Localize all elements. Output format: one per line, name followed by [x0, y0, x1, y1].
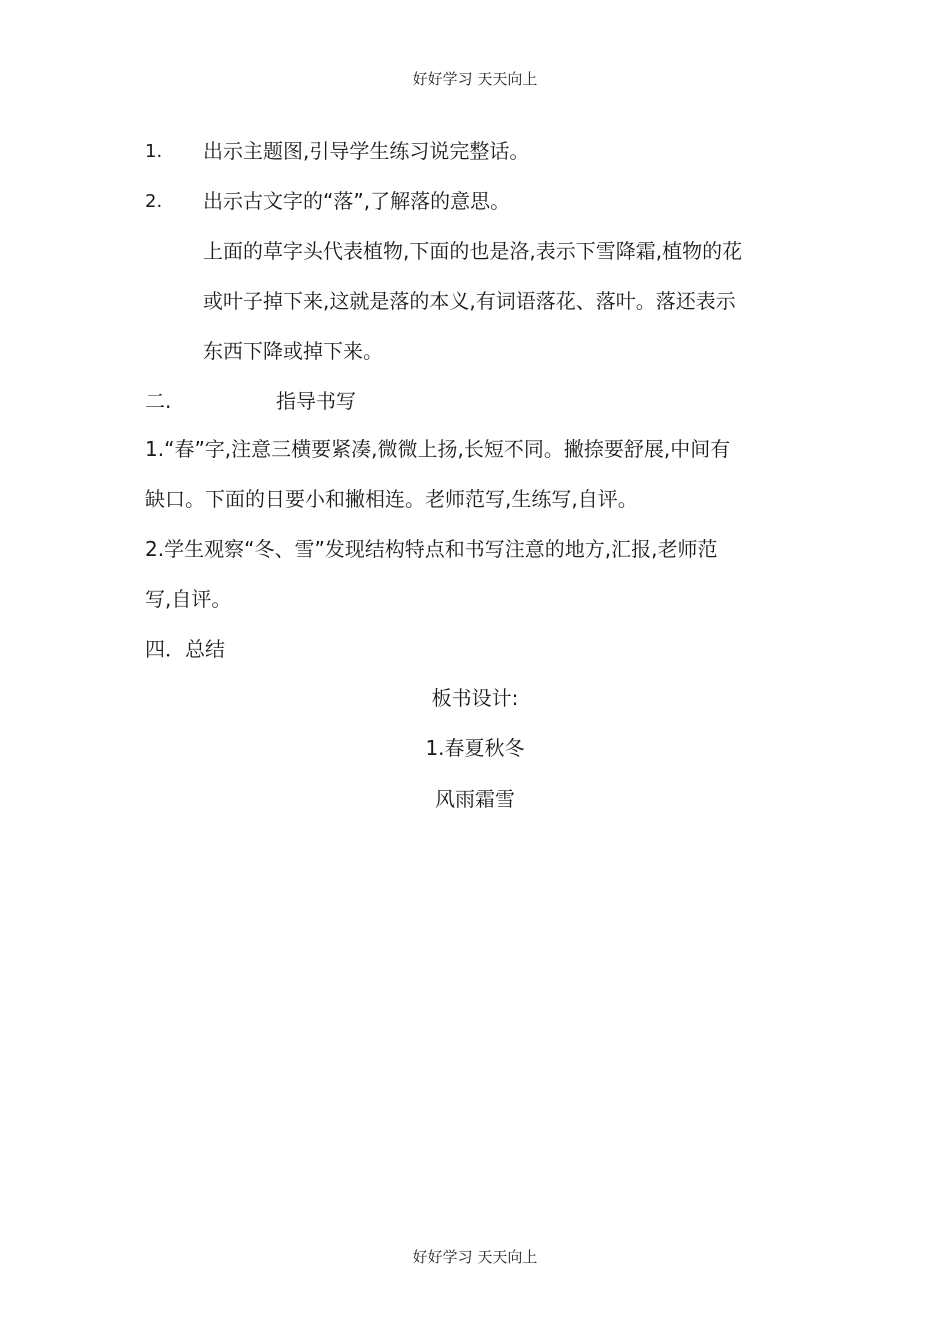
list-item-2-text: 出示古文字的“落”,了解落的意思。 — [203, 189, 511, 213]
list-number-1: 1. — [145, 141, 163, 162]
section-2-title: 指导书写 — [276, 389, 356, 413]
list-number-2: 2. — [145, 191, 163, 212]
section-4-heading: 四．总结 — [145, 637, 225, 661]
section-2-number: 二. — [145, 389, 172, 413]
list-item-1-text: 出示主题图,引导学生练习说完整话。 — [203, 139, 530, 163]
board-design-line-1: 1.春夏秋冬 — [425, 736, 525, 760]
page-header: 好好学习 天天向上 — [412, 70, 538, 88]
explanation-line-3: 东西下降或掉下来。 — [203, 339, 383, 363]
board-design-line-2: 风雨霜雪 — [435, 787, 515, 811]
board-design-title: 板书设计: — [431, 686, 519, 710]
paragraph-1-line-1: 1.“春”字,注意三横要紧凑,微微上扬,长短不同。撇捺要舒展,中间有 — [145, 437, 731, 461]
paragraph-1-line-2: 缺口。下面的日要小和撇相连。老师范写,生练写,自评。 — [145, 487, 638, 511]
page-footer: 好好学习 天天向上 — [412, 1248, 538, 1266]
explanation-line-2: 或叶子掉下来,这就是落的本义,有词语落花、落叶。落还表示 — [203, 289, 736, 313]
paragraph-2-line-2: 写,自评。 — [145, 587, 232, 611]
explanation-line-1: 上面的草字头代表植物,下面的也是洛,表示下雪降霜,植物的花 — [203, 239, 743, 263]
paragraph-2-line-1: 2.学生观察“冬、雪”发现结构特点和书写注意的地方,汇报,老师范 — [145, 537, 718, 561]
